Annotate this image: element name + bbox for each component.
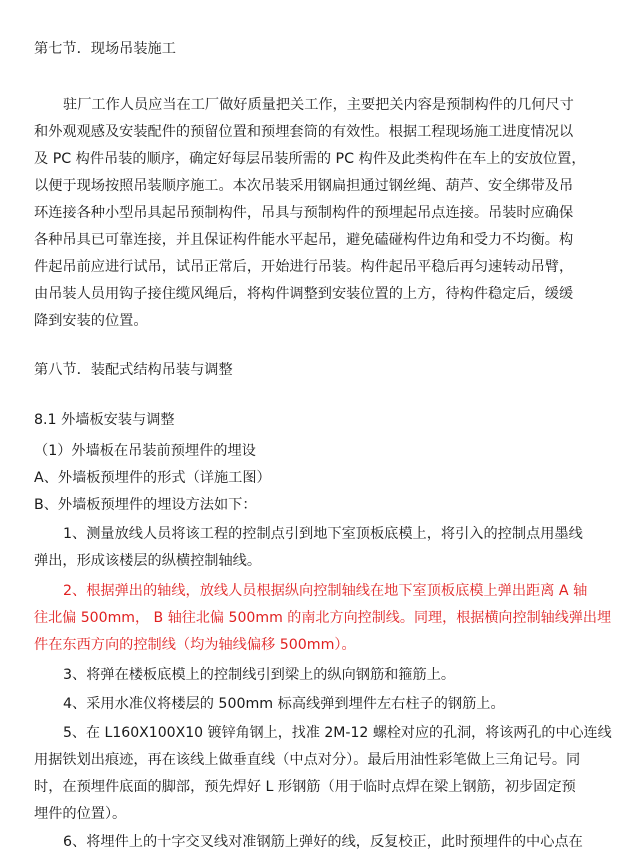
paragraph-line: 各种吊具已可靠连接，并且保证构件能水平起吊，避免磕碰构件边角和受力不均衡。构 [34,232,574,248]
step-3-line: 3、将弹在楼板底模上的控制线引到梁上的纵向钢筋和箍筋上。 [63,667,456,683]
paragraph-line: 和外观观感及安装配件的预留位置和预埋套筒的有效性。根据工程现场施工进度情况以 [34,124,574,140]
paragraph-line: 件起吊前应进行试吊，试吊正常后，开始进行吊装。构件起吊平稳后再匀速转动吊臂， [34,259,574,275]
section-8-heading: 第八节．装配式结构吊装与调整 [34,362,233,378]
step-5-line: 用据铁划出痕迹，再在该线上做垂直线（中点对分）。最后用油性彩笔做上三角记号。同 [34,752,581,768]
step-1-line: 弹出，形成该楼层的纵横控制轴线。 [34,553,262,569]
list-item: （1）外墙板在吊装前预埋件的埋设 [34,443,256,459]
paragraph-line: 以便于现场按照吊装顺序施工。本次吊装采用钢扁担通过钢丝绳、葫芦、安全绑带及吊 [34,178,574,194]
step-6-line: 6、将埋件上的十字交叉线对准钢筋上弹好的线，反复校正，此时预埋件的中心点在 [63,834,583,850]
step-2-line: 件在东西方向的控制线（均为轴线偏移 500mm）。 [34,637,356,653]
subsection-heading: 8.1 外墙板安装与调整 [34,412,175,428]
paragraph-line: 环连接各种小型吊具起吊预制构件，吊具与预制构件的预埋起吊点连接。吊装时应确保 [34,205,574,221]
list-item: A、外墙板预埋件的形式（详施工图） [34,470,271,486]
list-item: B、外墙板预埋件的埋设方法如下： [34,497,257,513]
step-2-line: 2、根据弹出的轴线，放线人员根据纵向控制轴线在地下室顶板底模上弹出距离 A 轴 [63,583,588,599]
paragraph-line: 及 PC 构件吊装的顺序，确定好每层吊装所需的 PC 构件及此类构件在车上的安放位置， [34,151,586,167]
step-5-line: 时，在预埋件底面的脚部，预先焊好 L 形钢筋（用于临时点焊在梁上钢筋，初步固定预 [34,779,576,795]
paragraph-line: 驻厂工作人员应当在工厂做好质量把关工作，主要把关内容是预制构件的几何尺寸 [63,97,574,113]
step-1-line: 1、测量放线人员将该工程的控制点引到地下室顶板底模上，将引入的控制点用墨线 [63,526,583,542]
paragraph-line: 由吊装人员用钩子接住缆风绳后，将构件调整到安装位置的上方，待构件稳定后，缓缓 [34,286,574,302]
paragraph-line: 降到安装的位置。 [34,313,148,329]
step-5-line: 埋件的位置）。 [34,806,127,822]
section-7-heading: 第七节．现场吊装施工 [34,41,176,57]
step-4-line: 4、采用水准仪将楼层的 500mm 标高线弹到埋件左右柱子的钢筋上。 [63,696,505,712]
step-2-line: 往北偏 500mm， B 轴往北偏 500mm 的南北方向控制线。同理，根据横向控制轴线弹出埋 [34,610,612,626]
step-5-line: 5、在 L160X100X10 镀锌角钢上，找准 2M-12 螺栓对应的孔洞，将该两孔的中心连线 [63,725,612,741]
